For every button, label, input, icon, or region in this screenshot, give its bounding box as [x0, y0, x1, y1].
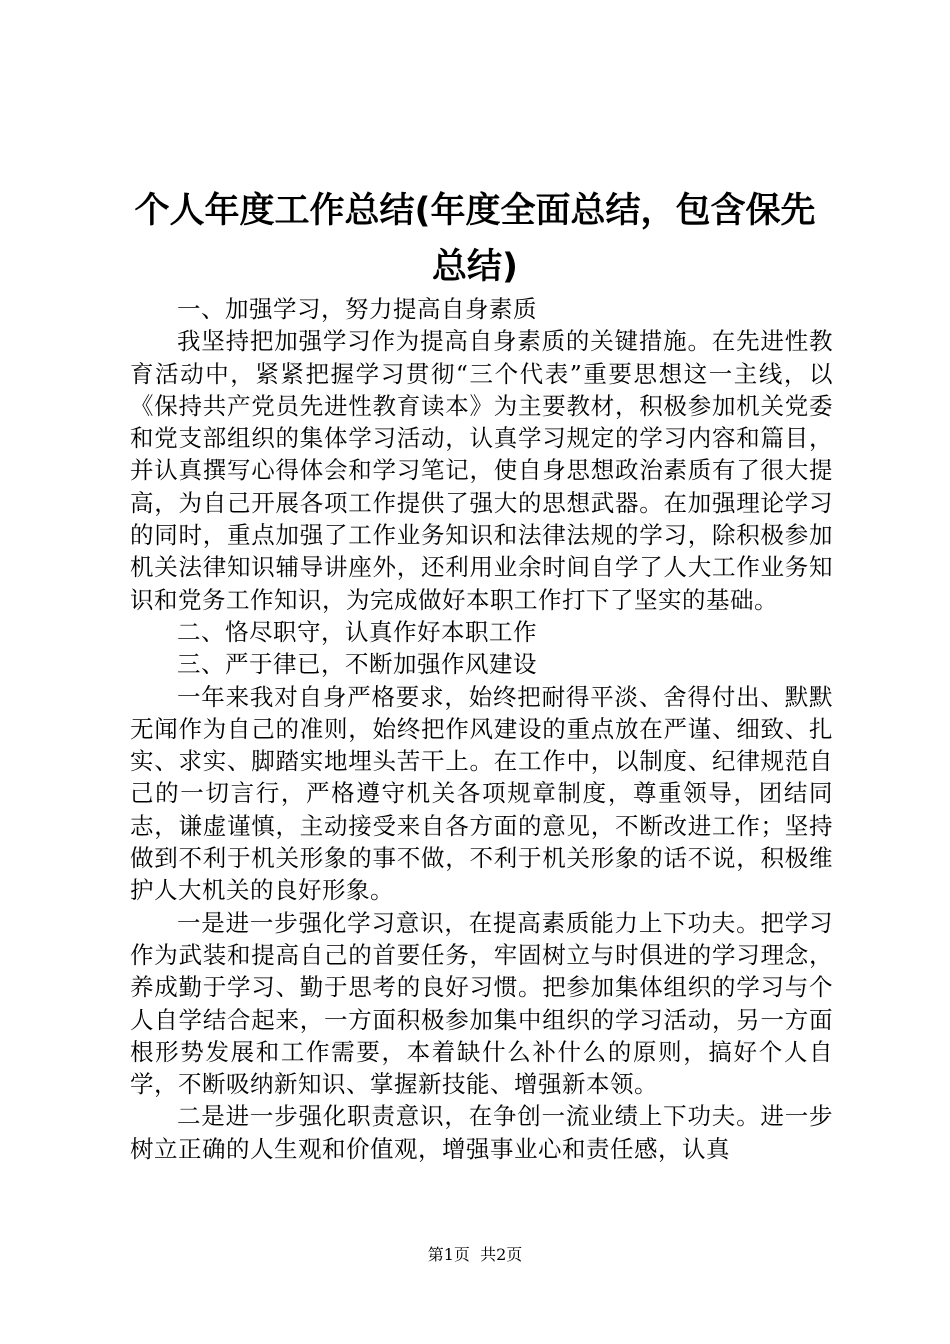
- paragraph: 二是进一步强化职责意识，在争创一流业绩上下功夫。进一步树立正确的人生观和价值观，增强事业心和责任感，认真: [130, 1102, 833, 1163]
- section-heading-3: 三、严于律已，不断加强作风建设: [177, 650, 537, 679]
- page-footer: [0, 1244, 950, 1266]
- page-total: 共2页: [480, 1245, 523, 1264]
- page-number: 第1页: [427, 1245, 470, 1264]
- paragraph: 我坚持把加强学习作为提高自身素质的关键措施。在先进性教育活动中，紧紧把握学习贯彻“三个代表”重要思想这一主线，以《保持共产党员先进性教育读本》为主要教材，积极参加机关党委和党支部组织的集体学习活动，认真学习规定的学习内容和篇目，并认真撰写心得体会和学习笔记，使自身思想政治素质有了很大提高，为自己开展各项工作提供了强大的思想武器。在加强理论学习的同时，重点加强了工作业务知识和法律法规的学习，除积极参加机关法律知识辅导讲座外，还利用业余时间自学了人大工作业务知识和党务工作知识，为完成做好本职工作打下了坚实的基础。: [130, 327, 833, 614]
- section-heading-2: 二、恪尽职守，认真作好本职工作: [177, 617, 537, 646]
- document-title: 个人年度工作总结(年度全面总结，包含保先总结): [134, 191, 816, 287]
- document-body: [130, 293, 833, 1165]
- section-heading-1: 一、加强学习，努力提高自身素质: [177, 295, 537, 323]
- paragraph: 一是进一步强化学习意识，在提高素质能力上下功夫。把学习作为武装和提高自己的首要任务，牢固树立与时俱进的学习理念，养成勤于学习、勤于思考的良好习惯。把参加集体组织的学习与个人自学结合起来，一方面积极参加集中组织的学习活动，另一方面根形势发展和工作需要，本着缺什么补什么的原则，搞好个人自学，不断吸纳新知识、掌握新技能、增强新本领。: [130, 908, 833, 1099]
- paragraph: 一年来我对自身严格要求，始终把耐得平淡、舍得付出、默默无闻作为自己的准则，始终把作风建设的重点放在严谨、细致、扎实、求实、脚踏实地埋头苦干上。在工作中，以制度、纪律规范自己的一切言行，严格遵守机关各项规章制度，尊重领导，团结同志，谦虚谨慎，主动接受来自各方面的意见，不断改进工作；坚持做到不利于机关形象的事不做，不利于机关形象的话不说，积极维护人大机关的良好形象。: [130, 682, 833, 905]
